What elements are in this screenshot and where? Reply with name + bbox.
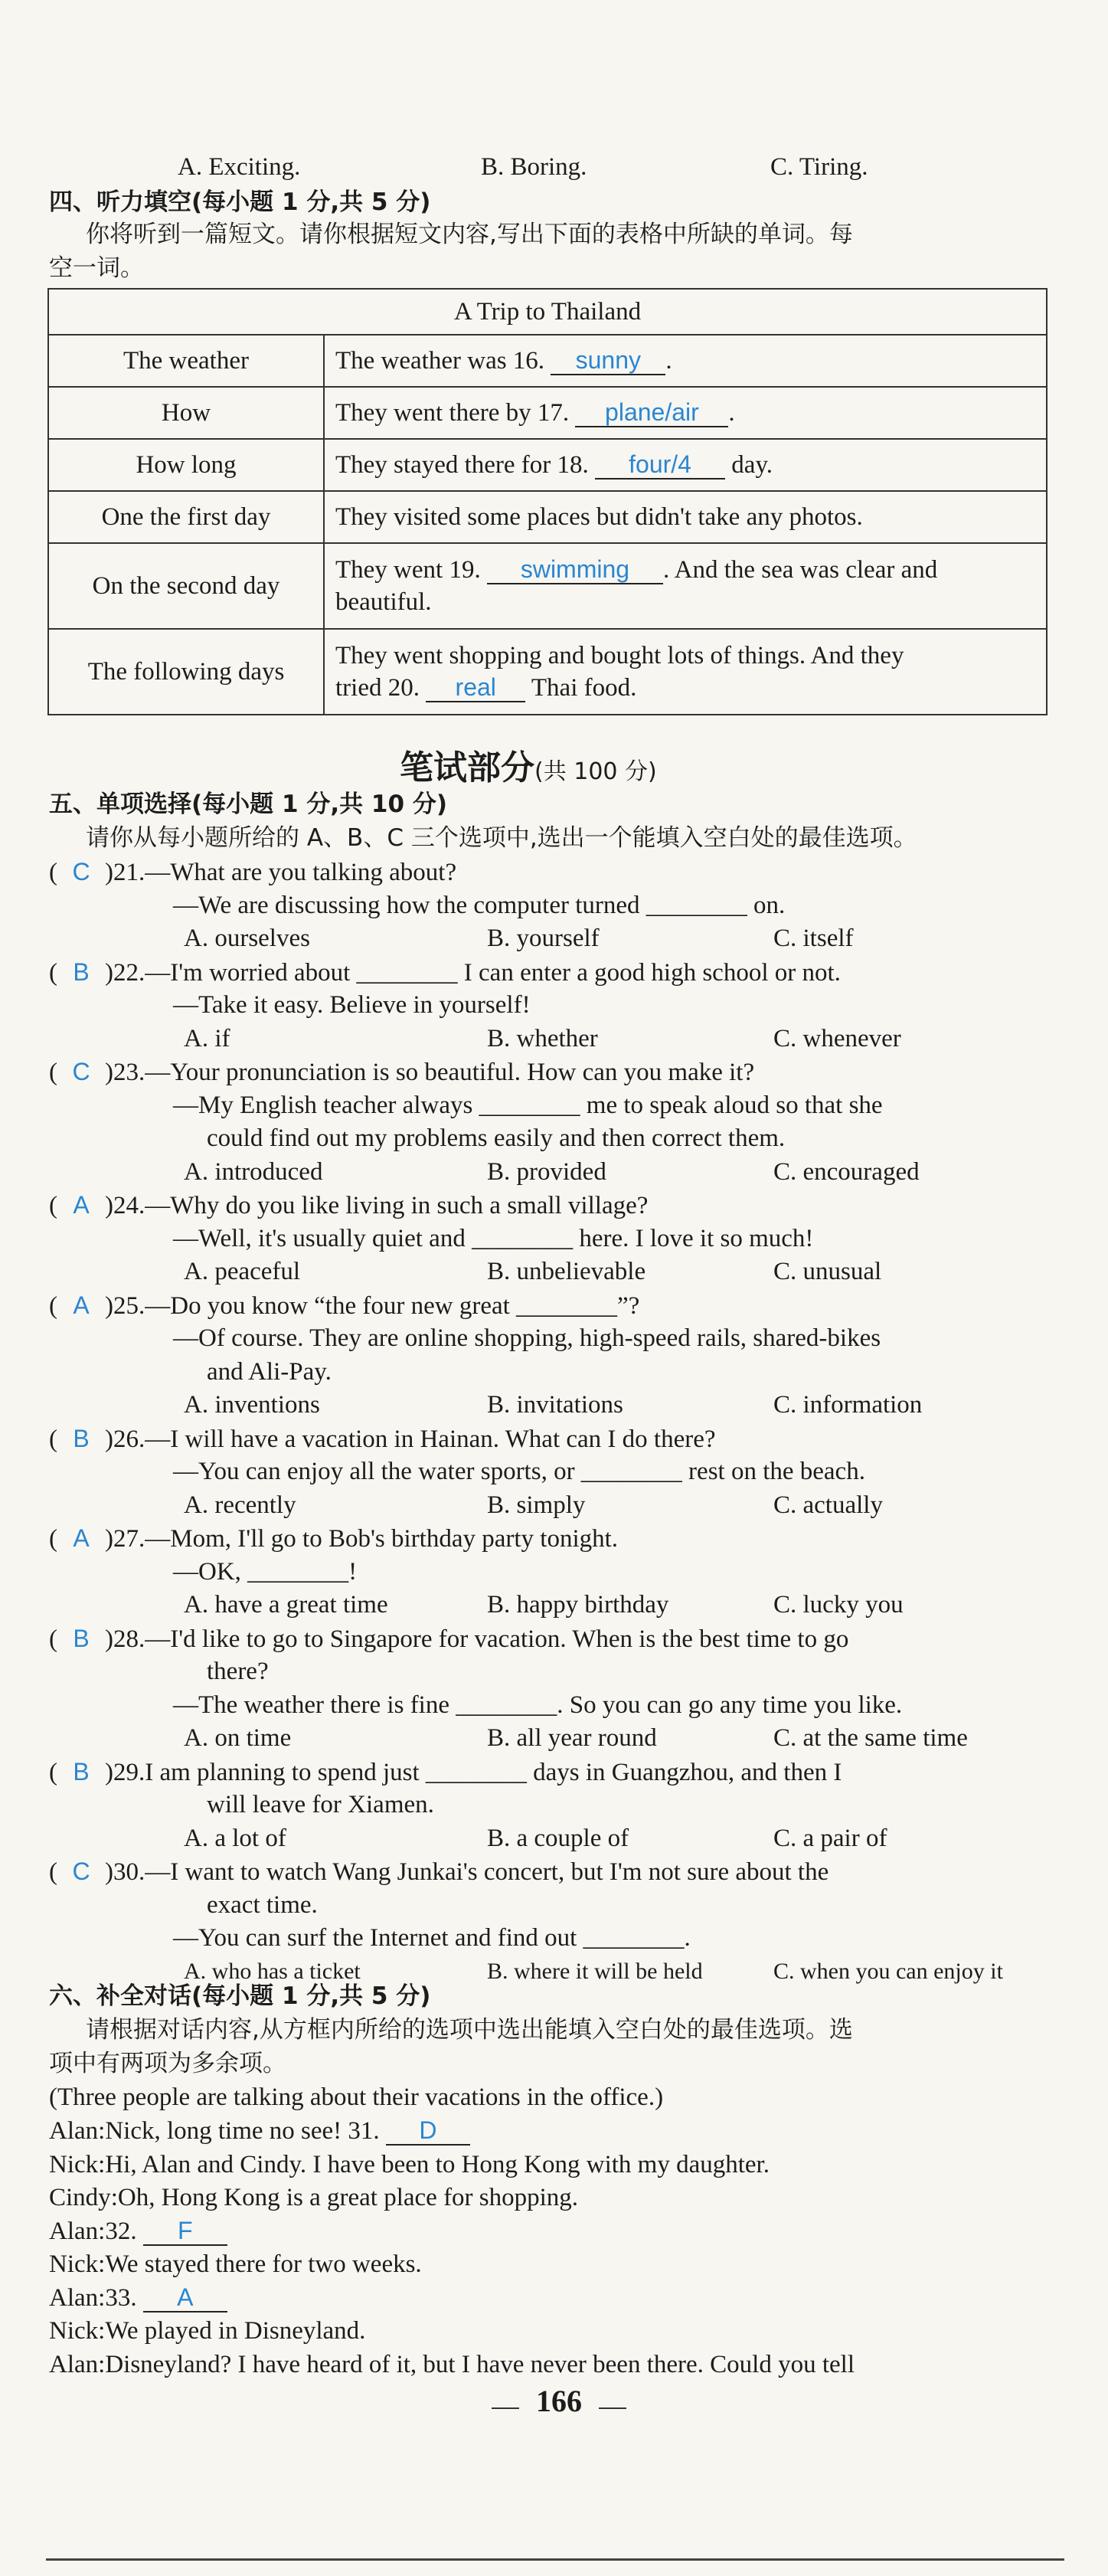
question-line: —We are discussing how the computer turned ________ on. — [173, 891, 786, 919]
answer-30: C — [72, 1858, 90, 1885]
question-27 — [49, 1523, 618, 1554]
section6-heading: 六、补全对话(每小题 1 分,共 5 分) — [49, 1982, 431, 2010]
open-paren: ( — [49, 1059, 57, 1086]
section4-instruction-line1: 你将听到一篇短文。请你根据短文内容,写出下面的表格中所缺的单词。每 — [86, 221, 853, 248]
option-b: B. where it will be held — [487, 1958, 703, 1984]
question-21 — [49, 856, 456, 888]
question-line: —Of course. They are online shopping, high-speed rails, shared-bikes — [173, 1324, 881, 1352]
option-a: A. inventions — [184, 1391, 320, 1419]
open-paren: ( — [49, 1758, 57, 1786]
option-c: C. information — [773, 1391, 923, 1419]
option-a: A. introduced — [184, 1157, 323, 1186]
option-c: C. a pair of — [773, 1824, 887, 1852]
section4-instruction-line2: 空一词。 — [49, 254, 144, 282]
prev-option-b: B. Boring. — [481, 153, 587, 181]
open-paren: ( — [49, 859, 57, 886]
section5-heading: 五、单项选择(每小题 1 分,共 10 分) — [49, 790, 447, 818]
answer-21: C — [72, 858, 90, 885]
open-paren: ( — [49, 958, 57, 987]
option-b: B. provided — [487, 1157, 606, 1186]
question-28 — [49, 1623, 848, 1655]
answer-17: plane/air — [605, 398, 699, 426]
table-row — [48, 543, 1047, 629]
question-line: —Why do you like living in such a small village? — [145, 1192, 649, 1219]
table-row — [48, 491, 1047, 543]
prev-option-a: A. Exciting. — [178, 153, 301, 181]
dialogue-text: 33. — [105, 2283, 137, 2312]
table-title: A Trip to Thailand — [48, 289, 1047, 335]
question-line: —Do you know “the four new great ________”? — [145, 1291, 640, 1320]
question-line: could find out my problems easily and then correct them. — [207, 1124, 786, 1152]
question-line: —I'm worried about ________ I can enter a good high school or not. — [145, 958, 841, 987]
question-line: —I want to watch Wang Junkai's concert, but I'm not sure about the — [145, 1858, 829, 1886]
dialogue-answer: D — [419, 2116, 437, 2144]
answer-26: B — [73, 1424, 90, 1452]
question-line: —I'd like to go to Singapore for vacation. When is the best time to go — [145, 1625, 849, 1653]
answer-22: B — [73, 957, 90, 986]
answer-23: C — [72, 1058, 90, 1085]
answer-19: swimming — [520, 555, 630, 583]
question-23 — [49, 1056, 754, 1088]
dialogue-answer: A — [177, 2283, 194, 2311]
question-number: )27. — [105, 1525, 145, 1553]
dialogue-line: Nick:We stayed there for two weeks. — [49, 2250, 422, 2278]
question-line: —My English teacher always ________ me to speak aloud so that she — [173, 1091, 883, 1119]
question-line: —Your pronunciation is so beautiful. How can you make it? — [145, 1059, 755, 1086]
footer-dash — [492, 2407, 519, 2409]
row-content: They visited some places but didn't take any photos. — [324, 491, 1047, 543]
option-b: B. invitations — [487, 1391, 623, 1419]
dialogue-text: Oh, Hong Kong is a great place for shopping. — [117, 2184, 579, 2211]
option-c: C. unusual — [773, 1258, 882, 1285]
open-paren: ( — [49, 1291, 57, 1320]
section5-instruction: 请你从每小题所给的 A、B、C 三个选项中,选出一个能填入空白处的最佳选项。 — [86, 824, 917, 852]
question-line: I am planning to spend just ________ days in Guangzhou, and then I — [145, 1758, 842, 1786]
section4-heading: 四、听力填空(每小题 1 分,共 5 分) — [49, 188, 431, 216]
question-line: —I will have a vacation in Hainan. What can I do there? — [145, 1425, 716, 1453]
section6-instruction-line2: 项中有两项为多余项。 — [49, 2050, 286, 2077]
question-29 — [49, 1756, 842, 1788]
row-label: The weather — [48, 335, 324, 387]
option-c: C. whenever — [773, 1024, 901, 1052]
dialogue-text: Disneyland? I have heard of it, but I have never been there. Could you tell — [105, 2350, 855, 2378]
question-line: —Mom, I'll go to Bob's birthday party tonight. — [145, 1525, 619, 1553]
option-a: A. recently — [184, 1491, 296, 1519]
question-26 — [49, 1423, 716, 1455]
question-number: )24. — [105, 1192, 145, 1219]
question-number: )23. — [105, 1059, 145, 1086]
row-label: The following days — [48, 629, 324, 715]
answer-29: B — [73, 1757, 90, 1786]
question-line: there? — [207, 1658, 269, 1685]
option-b: B. unbelievable — [487, 1258, 646, 1285]
option-a: A. ourselves — [184, 925, 310, 952]
row-label: How — [48, 387, 324, 439]
question-line: will leave for Xiamen. — [207, 1791, 434, 1818]
option-c: C. encouraged — [773, 1157, 920, 1186]
table-title-row — [48, 289, 1047, 335]
row-label: One the first day — [48, 491, 324, 543]
page-number: 166 — [536, 2384, 582, 2418]
option-c: C. itself — [773, 925, 854, 952]
option-a: A. who has a ticket — [184, 1958, 361, 1984]
table-row — [48, 335, 1047, 387]
speaker-name: Cindy — [49, 2184, 111, 2211]
dialogue-line: Nick:We played in Disneyland. — [49, 2317, 366, 2345]
option-a: A. peaceful — [184, 1258, 301, 1285]
answer-18: four/4 — [629, 450, 691, 478]
open-paren: ( — [49, 1625, 57, 1653]
question-number: )30. — [105, 1858, 145, 1886]
dialogue-text: 32. — [105, 2217, 137, 2245]
answer-24: A — [73, 1191, 90, 1219]
answer-27: A — [73, 1524, 90, 1552]
option-b: B. yourself — [487, 925, 600, 952]
question-number: )28. — [105, 1625, 145, 1653]
dialogue-text: We played in Disneyland. — [105, 2317, 366, 2345]
answer-25: A — [73, 1291, 90, 1319]
section6-instruction-line1: 请根据对话内容,从方框内所给的选项中选出能填入空白处的最佳选项。选 — [86, 2016, 853, 2044]
option-b: B. happy birthday — [487, 1591, 669, 1619]
option-c: C. actually — [773, 1491, 883, 1519]
open-paren: ( — [49, 1858, 57, 1886]
footer-dash — [599, 2407, 626, 2409]
question-line: —You can enjoy all the water sports, or ________ rest on the beach. — [173, 1458, 865, 1485]
speaker-name: Alan — [49, 2283, 99, 2312]
written-part-title: 笔试部分 — [400, 748, 534, 787]
question-line: and Ali-Pay. — [207, 1357, 332, 1386]
option-c: C. when you can enjoy it — [773, 1958, 1003, 1984]
option-b: B. simply — [487, 1491, 586, 1519]
written-part-heading — [400, 740, 657, 789]
question-22 — [49, 957, 841, 988]
open-paren: ( — [49, 1425, 57, 1453]
option-b: B. a couple of — [487, 1824, 629, 1852]
option-b: B. all year round — [487, 1724, 657, 1752]
dialogue-text: Nick, long time no see! 31. — [105, 2117, 380, 2145]
answer-28: B — [73, 1624, 90, 1652]
question-line: exact time. — [207, 1890, 318, 1919]
answer-20: real — [455, 673, 496, 701]
option-c: C. lucky you — [773, 1591, 904, 1619]
speaker-name: Alan — [49, 2350, 99, 2378]
option-b: B. whether — [487, 1024, 598, 1052]
table-row — [48, 387, 1047, 439]
written-part-score: (共 100 分) — [534, 758, 657, 785]
dialogue-line: Alan:Nick, long time no see! 31. D — [49, 2116, 470, 2146]
question-30 — [49, 1856, 829, 1887]
option-a: A. have a great time — [184, 1591, 388, 1619]
question-number: )26. — [105, 1425, 145, 1453]
question-line: —Take it easy. Believe in yourself! — [173, 991, 531, 1019]
question-line: —The weather there is fine ________. So you can go any time you like. — [173, 1691, 903, 1719]
dialogue-text: Hi, Alan and Cindy. I have been to Hong Kong with my daughter. — [105, 2150, 770, 2178]
table-row — [48, 629, 1047, 715]
dialogue-line: Alan:Disneyland? I have heard of it, but I have never been there. Could you tell — [49, 2350, 855, 2378]
speaker-name: Alan — [49, 2117, 99, 2145]
dialogue-context: (Three people are talking about their vacations in the office.) — [49, 2083, 664, 2111]
dialogue-text: We stayed there for two weeks. — [105, 2250, 422, 2278]
question-line: —Well, it's usually quiet and ________ here. I love it so much! — [173, 1224, 814, 1252]
question-number: )29. — [105, 1758, 145, 1786]
speaker-name: Nick — [49, 2150, 99, 2178]
row-content: They went there by 17. plane/air . — [324, 387, 1047, 439]
prev-option-c: C. Tiring. — [770, 153, 868, 181]
open-paren: ( — [49, 1525, 57, 1553]
row-content: They went shopping and bought lots of things. And they tried 20. real Thai food. — [324, 629, 1047, 715]
speaker-name: Nick — [49, 2250, 99, 2278]
option-a: A. on time — [184, 1724, 292, 1752]
option-a: A. if — [184, 1024, 230, 1052]
row-content: They went 19. swimming . And the sea was clear and beautiful. — [324, 543, 1047, 629]
dialogue-line: Alan:32. F — [49, 2216, 227, 2247]
speaker-name: Nick — [49, 2317, 99, 2345]
table-row — [48, 439, 1047, 491]
option-c: C. at the same time — [773, 1724, 968, 1752]
row-content: The weather was 16. sunny . — [324, 335, 1047, 387]
page-footer — [475, 2382, 643, 2427]
dialogue-line: Alan:33. A — [49, 2283, 227, 2313]
question-number: )25. — [105, 1291, 145, 1320]
option-a: A. a lot of — [184, 1824, 286, 1852]
dialogue-line: Nick:Hi, Alan and Cindy. I have been to Hong Kong with my daughter. — [49, 2150, 770, 2178]
question-25 — [49, 1290, 639, 1321]
speaker-name: Alan — [49, 2217, 99, 2245]
dialogue-answer: F — [178, 2216, 193, 2244]
dialogue-line: Cindy:Oh, Hong Kong is a great place for shopping. — [49, 2184, 579, 2211]
row-label: On the second day — [48, 543, 324, 629]
row-label: How long — [48, 439, 324, 491]
open-paren: ( — [49, 1192, 57, 1219]
question-number: )21. — [105, 859, 145, 886]
question-line: —What are you talking about? — [145, 859, 457, 886]
bottom-rule — [46, 2558, 1064, 2561]
question-24 — [49, 1190, 648, 1221]
answer-16: sunny — [575, 346, 641, 374]
trip-table — [47, 288, 1048, 715]
question-number: )22. — [105, 958, 145, 987]
question-line: —You can surf the Internet and find out ________. — [173, 1924, 691, 1952]
row-content: They stayed there for 18. four/4 day. — [324, 439, 1047, 491]
question-line: —OK, ________! — [173, 1557, 358, 1586]
